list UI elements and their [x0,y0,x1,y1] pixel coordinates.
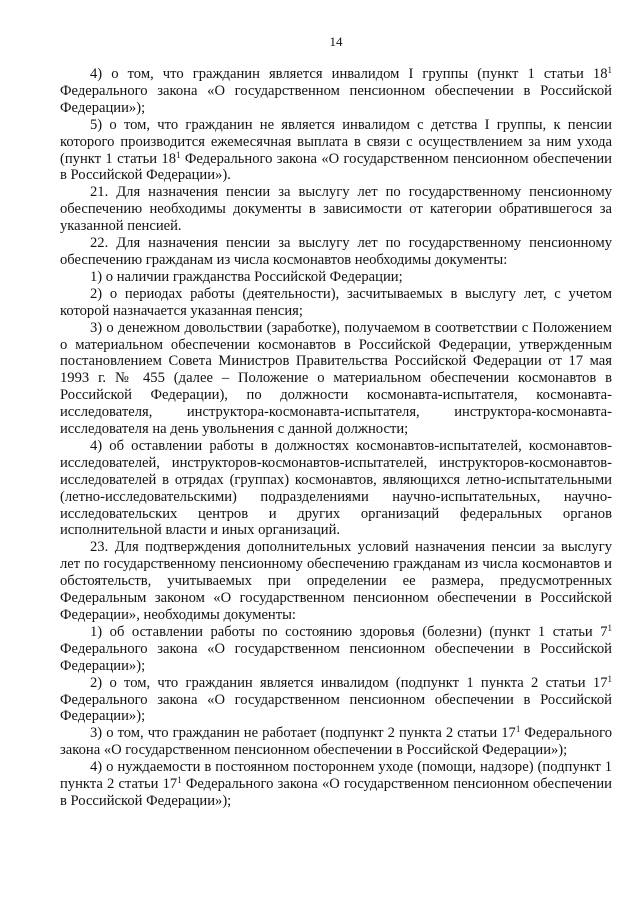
paragraph: 21. Для назначения пенсии за выслугу лет по государственному пенсионному обеспечению необходимы документы в зависимости от категории обратившегося за указанной пенсией. [60,184,612,235]
paragraph: 1) об оставлении работы по состоянию здоровья (болезни) (пункт 1 статьи $7^1$ Федерального закона «О государственном пенсионном обеспечении в Российской Федерации»); [60,622,612,674]
paragraph: 2) о периодах работы (деятельности), засчитываемых в выслугу лет, с учетом которой назначается указанная пенсия; [60,285,612,319]
paragraph: 22. Для назначения пенсии за выслугу лет по государственному пенсионному обеспечению гражданам из числа космонавтов необходимы документы: [60,235,612,268]
paragraph: 4) об оставлении работы в должностях космонавтов-испытателей, космонавтов-исследователей, инструкторов-космонавтов-испытателей, инструкторов-космонавтов-исследователей в отрядах (группах) космонавтов, являющихся летно-испытательными (летно-исследовательскими) подразделениями научно-испытательных, научно-исследовательских центров и других организаций федеральных органов исполнительной власти и иных организаций. [60,437,612,539]
paragraph: 5) о том, что гражданин не является инвалидом с детства I группы, к пенсии которого производится ежемесячная выплата в связи с осуществлением за ним ухода (пункт 1 статьи $18^1$ Федерального закона «О государственном пенсионном обеспечении в Российской Федерации»). [60,116,612,184]
paragraph: 3) о том, что гражданин не работает (подпункт 2 пункта 2 статьи $17^1$ Федерального закона «О государственном пенсионном обеспечении в Российской Федерации»); [60,724,612,759]
paragraph: 3) о денежном довольствии (заработке), получаемом в соответствии с Положением о материальном обеспечении космонавтов в Российской Федерации, утвержденным постановлением Совета Министров Правительства Российской Федерации от 17 мая 1993 г. № 455 (далее – Положение о материальном обеспечении космонавтов в Российской Федерации), по должности космонавта-испытателя, космонавта-исследователя, инструктора-космонавта-испытателя, инструктора-космонавта-исследователя на день увольнения с данной должности; [60,319,612,438]
page-number: 14 [329,34,343,49]
paragraph: 4) о нуждаемости в постоянном постороннем уходе (помощи, надзоре) (подпункт 1 пункта 2 статьи $17^1$ Федерального закона «О государственном пенсионном обеспечении в Российской Федерации»); [60,759,612,809]
paragraph: 23. Для подтверждения дополнительных условий назначения пенсии за выслугу лет по государственному пенсионному обеспечению гражданам из числа космонавтов и обстоятельств, учитываемых при определении ее размера, предусмотренных Федеральным законом «О государственном пенсионном обеспечении в Российской Федерации», необходимы документы: [60,539,612,623]
document-body [60,66,612,810]
paragraph: 2) о том, что гражданин является инвалидом (подпункт 1 пункта 2 статьи $17^1$ Федерального закона «О государственном пенсионном обеспечении в Российской Федерации»); [60,673,612,725]
paragraph: 1) о наличии гражданства Российской Федерации; [90,268,403,285]
paragraph: 4) о том, что гражданин является инвалидом I группы (пункт 1 статьи $18^1$ Федерального закона «О государственном пенсионном обеспечении в Российской Федерации»); [60,65,612,116]
